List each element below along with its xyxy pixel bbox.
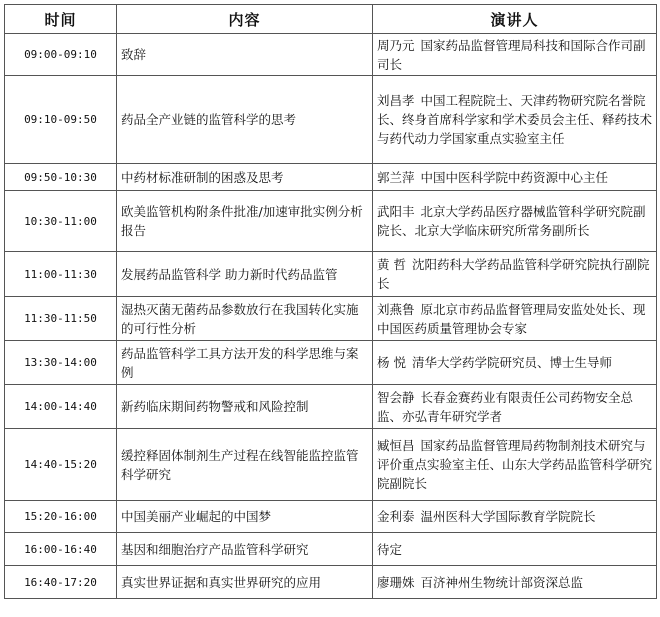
speaker-name: 智会静 bbox=[377, 389, 415, 405]
speaker-title: 原北京市药品监督管理局安监处处长、现中国医药质量管理协会专家 bbox=[377, 301, 646, 336]
table-row bbox=[5, 252, 657, 297]
content-cell: 缓控释固体制剂生产过程在线智能监控监管科学研究 bbox=[117, 429, 373, 501]
table-row bbox=[5, 341, 657, 385]
table-row bbox=[5, 501, 657, 533]
speaker-title: 长春金赛药业有限责任公司药物安全总监、亦弘青年研究学者 bbox=[377, 389, 634, 424]
schedule-table bbox=[4, 4, 657, 599]
speaker-name: 臧恒昌 bbox=[377, 438, 415, 453]
speaker-cell bbox=[373, 429, 657, 501]
time-cell: 09:00-09:10 bbox=[5, 34, 117, 76]
speaker-title: 中国工程院院士、天津药物研究院名誉院长、终身首席科学家和学术委员会主任、释药技术与药代动力学国家重点实验室主任 bbox=[377, 93, 653, 146]
time-cell: 11:00-11:30 bbox=[5, 252, 117, 297]
table-row bbox=[5, 34, 657, 76]
speaker-name: 武阳丰 bbox=[377, 204, 415, 219]
speaker-name: 郭兰萍 bbox=[377, 169, 415, 185]
content-cell: 中国美丽产业崛起的中国梦 bbox=[117, 501, 373, 533]
speaker-name: 周乃元 bbox=[377, 37, 415, 53]
speaker-title: 沈阳药科大学药品监管科学研究院执行副院长 bbox=[377, 257, 650, 291]
header-row bbox=[5, 5, 657, 34]
time-cell: 16:00-16:40 bbox=[5, 533, 117, 566]
speaker-cell bbox=[373, 566, 657, 599]
speaker-title: 国家药品监督管理局药物制剂技术研究与评价重点实验室主任、山东大学药品监管科学研究院副院长 bbox=[377, 438, 653, 491]
speaker-title: 国家药品监督管理局科技和国际合作司副司长 bbox=[377, 37, 646, 72]
content-cell: 药品全产业链的监管科学的思考 bbox=[117, 76, 373, 164]
speaker-cell bbox=[373, 252, 657, 297]
speaker-cell bbox=[373, 385, 657, 429]
speaker-title: 北京大学药品医疗器械监管科学研究院副院长、北京大学临床研究所常务副所长 bbox=[377, 204, 646, 238]
content-cell: 真实世界证据和真实世界研究的应用 bbox=[117, 566, 373, 599]
table-row bbox=[5, 297, 657, 341]
speaker-cell bbox=[373, 341, 657, 385]
speaker-cell bbox=[373, 501, 657, 533]
time-cell: 09:50-10:30 bbox=[5, 164, 117, 191]
content-cell: 新药临床期间药物警戒和风险控制 bbox=[117, 385, 373, 429]
table-row bbox=[5, 76, 657, 164]
content-cell: 湿热灭菌无菌药品参数放行在我国转化实施的可行性分析 bbox=[117, 297, 373, 341]
table-row bbox=[5, 164, 657, 191]
time-cell: 09:10-09:50 bbox=[5, 76, 117, 164]
header-time: 时间 bbox=[5, 5, 117, 34]
speaker-title: 百济神州生物统计部资深总监 bbox=[420, 574, 584, 590]
content-cell: 发展药品监管科学 助力新时代药品监管 bbox=[117, 252, 373, 297]
speaker-name: 待定 bbox=[377, 541, 403, 557]
content-cell: 欧美监管机构附条件批准/加速审批实例分析报告 bbox=[117, 191, 373, 252]
content-cell: 中药材标准研制的困惑及思考 bbox=[117, 164, 373, 191]
speaker-name: 金利泰 bbox=[377, 509, 415, 524]
content-cell: 致辞 bbox=[117, 34, 373, 76]
speaker-cell bbox=[373, 533, 657, 566]
time-cell: 11:30-11:50 bbox=[5, 297, 117, 341]
content-cell: 基因和细胞治疗产品监管科学研究 bbox=[117, 533, 373, 566]
table-row bbox=[5, 191, 657, 252]
speaker-name: 刘燕鲁 bbox=[377, 301, 415, 317]
table-row bbox=[5, 566, 657, 599]
time-cell: 14:40-15:20 bbox=[5, 429, 117, 501]
content-cell: 药品监管科学工具方法开发的科学思维与案例 bbox=[117, 341, 373, 385]
speaker-cell bbox=[373, 297, 657, 341]
time-cell: 15:20-16:00 bbox=[5, 501, 117, 533]
speaker-title: 中国中医科学院中药资源中心主任 bbox=[420, 169, 609, 185]
header-speaker: 演讲人 bbox=[373, 5, 657, 34]
speaker-name: 刘昌孝 bbox=[377, 93, 415, 108]
table-row bbox=[5, 533, 657, 566]
time-cell: 14:00-14:40 bbox=[5, 385, 117, 429]
speaker-name: 廖珊姝 bbox=[377, 574, 415, 590]
table-row bbox=[5, 385, 657, 429]
speaker-cell bbox=[373, 34, 657, 76]
speaker-name: 黄 哲 bbox=[377, 257, 406, 272]
time-cell: 16:40-17:20 bbox=[5, 566, 117, 599]
speaker-cell bbox=[373, 191, 657, 252]
speaker-title: 清华大学药学院研究员、博士生导师 bbox=[411, 355, 612, 370]
speaker-name: 杨 悦 bbox=[377, 355, 406, 370]
time-cell: 10:30-11:00 bbox=[5, 191, 117, 252]
time-cell: 13:30-14:00 bbox=[5, 341, 117, 385]
speaker-cell bbox=[373, 76, 657, 164]
speaker-title: 温州医科大学国际教育学院院长 bbox=[420, 509, 596, 524]
speaker-cell bbox=[373, 164, 657, 191]
header-content: 内容 bbox=[117, 5, 373, 34]
table-row bbox=[5, 429, 657, 501]
